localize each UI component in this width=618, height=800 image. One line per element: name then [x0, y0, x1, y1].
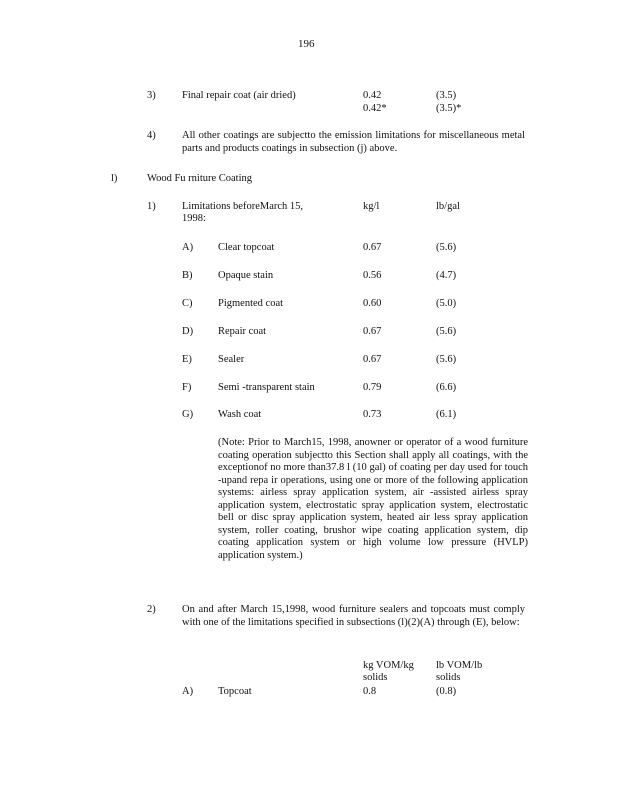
row-kg-value: 0.73 — [363, 409, 382, 420]
row-letter: C) — [182, 298, 193, 309]
section-l-number: l) — [111, 173, 118, 184]
row-letter: A) — [182, 242, 194, 253]
limits-pre-1998-label-line2: 1998: — [182, 213, 206, 224]
row-letter: B) — [182, 270, 193, 281]
item-3-kg: 0.42 — [363, 90, 382, 101]
row-lb-value: (6.1) — [436, 409, 457, 420]
item-3-lb: (3.5) — [436, 90, 457, 101]
row-lb-value: (6.6) — [436, 382, 457, 393]
row-kg-value: 0.56 — [363, 270, 382, 281]
section-l-title: Wood Fu rniture Coating — [147, 173, 253, 184]
row-coating-name: Semi -transparent stain — [218, 382, 315, 393]
row-kg-value: 0.67 — [363, 354, 382, 365]
column-header-kg-per-l: kg/l — [363, 201, 380, 212]
row-letter: D) — [182, 326, 194, 337]
limits-post-1998-text: On and after March 15,1998, wood furniture sealers and topcoats must comply with one of the limitations specified in subsections (l)(2)(A) through (E), below: — [182, 604, 525, 628]
row-kg-value: 0.79 — [363, 382, 382, 393]
column-header-lb-vom-line1: lb VOM/lb — [436, 660, 483, 671]
item-4-number: 4) — [147, 130, 156, 141]
row-lb-value: (0.8) — [436, 686, 457, 697]
row-lb-value: (5.6) — [436, 354, 457, 365]
row-lb-value: (4.7) — [436, 270, 457, 281]
column-header-kg-vom-line1: kg VOM/kg — [363, 660, 414, 671]
item-3-lb-alt: (3.5)* — [436, 103, 462, 114]
row-letter: A) — [182, 686, 194, 697]
row-letter: E) — [182, 354, 192, 365]
column-header-kg-vom-line2: solids — [363, 672, 388, 683]
row-coating-name: Topcoat — [218, 686, 252, 697]
item-4-text: All other coatings are subjectto the emission limitations for miscellaneous metal parts and products coatings in subsection (j) above. — [182, 130, 525, 154]
item-3-number: 3) — [147, 90, 156, 101]
row-coating-name: Sealer — [218, 354, 245, 365]
row-coating-name: Wash coat — [218, 409, 262, 420]
column-header-lb-vom-line2: solids — [436, 672, 461, 683]
row-letter: F) — [182, 382, 192, 393]
limits-post-1998-number: 2) — [147, 604, 156, 615]
row-letter: G) — [182, 409, 194, 420]
note-paragraph: (Note: Prior to March15, 1998, anowner or operator of a wood furniture coating operation subjectto this Section shall apply all coatings, with the exceptionof no more than37.8 l (10 gal) of coating per day used for touch -upand repa ir operations, using one or more of the following application systems: airless spray application system, air -assisted airless spray application system, electrostatic spray application system, electrostatic bell or disc spray application system, heated air less spray application system, roller coating, brushor wipe coating application system, dip coating application system or high volume low pressure (HVLP) application system.) — [218, 437, 528, 561]
row-kg-value: 0.60 — [363, 298, 382, 309]
limits-pre-1998-number: 1) — [147, 201, 156, 212]
page-number: 196 — [298, 38, 315, 50]
row-kg-value: 0.67 — [363, 326, 382, 337]
row-coating-name: Repair coat — [218, 326, 267, 337]
column-header-lb-per-gal: lb/gal — [436, 201, 460, 212]
item-3-label: Final repair coat (air dried) — [182, 90, 296, 101]
row-lb-value: (5.6) — [436, 326, 457, 337]
limits-pre-1998-label-line1: Limitations beforeMarch 15, — [182, 201, 304, 212]
row-lb-value: (5.0) — [436, 298, 457, 309]
row-lb-value: (5.6) — [436, 242, 457, 253]
row-coating-name: Opaque stain — [218, 270, 274, 281]
item-3-kg-alt: 0.42* — [363, 103, 387, 114]
row-kg-value: 0.67 — [363, 242, 382, 253]
row-kg-value: 0.8 — [363, 686, 377, 697]
row-coating-name: Clear topcoat — [218, 242, 275, 253]
row-coating-name: Pigmented coat — [218, 298, 284, 309]
